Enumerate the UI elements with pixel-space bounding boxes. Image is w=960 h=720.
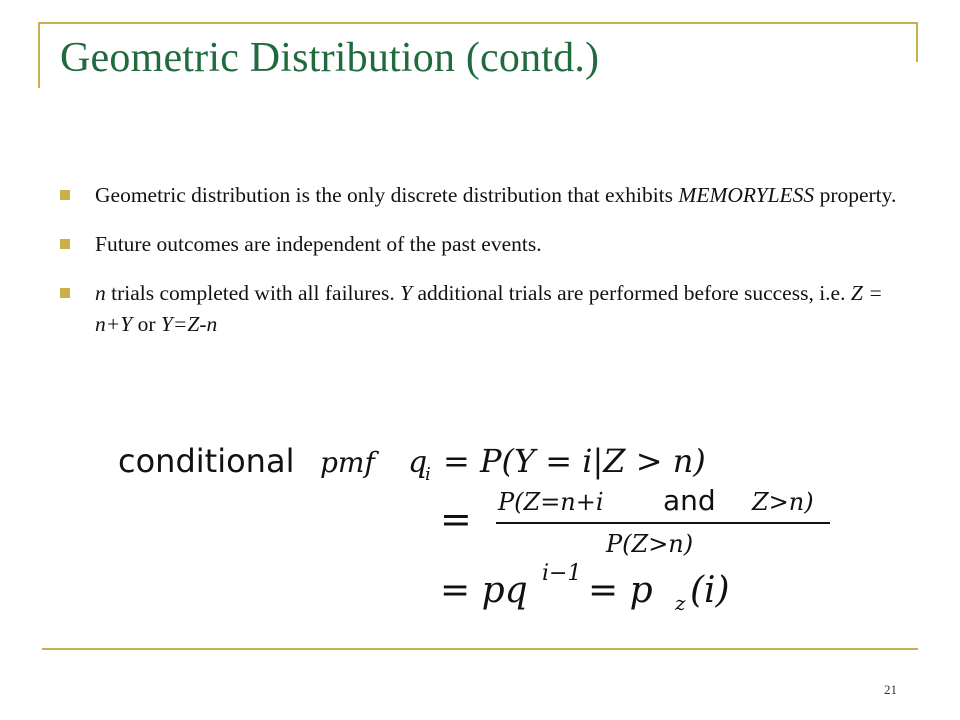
bullet-item-trials [60, 278, 900, 340]
bullet-text: property. [814, 183, 897, 207]
bullet-var-y: Y [400, 281, 413, 305]
bullet-list [60, 180, 900, 358]
footer-divider [42, 648, 918, 650]
bullet-equation-2: Y=Z-n [160, 312, 218, 336]
bullet-var-n: n [95, 281, 106, 305]
bullet-item-future-outcomes [60, 229, 900, 260]
bullet-square-icon [60, 288, 70, 298]
formula-fraction-bar [496, 522, 830, 524]
top-frame-line [38, 22, 918, 24]
bullet-text: trials completed with all failures. [105, 281, 401, 305]
formula-line3: = pq [440, 570, 528, 611]
slide-number: 21 [884, 682, 897, 697]
bullet-item-memoryless [60, 180, 900, 211]
formula-word-and: and [663, 484, 716, 517]
right-frame-line [916, 22, 918, 62]
formula-pmf: pmf [320, 446, 375, 479]
bullet-text: Future outcomes are independent of the past events. [95, 232, 542, 256]
formula-numerator-after: Z>n) [752, 488, 814, 516]
bullet-square-icon [60, 239, 70, 249]
bullet-text: Geometric distribution is the only discrete distribution that exhibits [95, 183, 679, 207]
formula-exponent: i−1 [542, 561, 582, 586]
formula-z-subscript: z [675, 591, 686, 615]
bullet-text: or [132, 312, 161, 336]
formula-equals-2: = [440, 497, 472, 541]
formula-q-subscript: i [425, 464, 431, 485]
left-frame-line [38, 22, 40, 88]
formula-q: q [408, 445, 428, 480]
bullet-emphasis: MEMORYLESS [678, 183, 815, 207]
bullet-square-icon [60, 190, 70, 200]
formula-line3-end: (i) [690, 570, 730, 611]
conditional-pmf-formula [118, 430, 858, 620]
formula-word-conditional: conditional [118, 442, 295, 480]
formula-denominator: P(Z>n) [606, 530, 694, 558]
formula-numerator-before: P(Z=n+i [498, 488, 604, 516]
bullet-text: additional trials are performed before success, i.e. [412, 281, 851, 305]
formula-line3-tail: = p [588, 570, 653, 611]
slide-title: Geometric Distribution (contd.) [60, 35, 600, 81]
bullet-equation-1: Z = n+Y [95, 281, 883, 336]
formula-line1-rhs: = P(Y = i|Z > n) [443, 442, 706, 480]
